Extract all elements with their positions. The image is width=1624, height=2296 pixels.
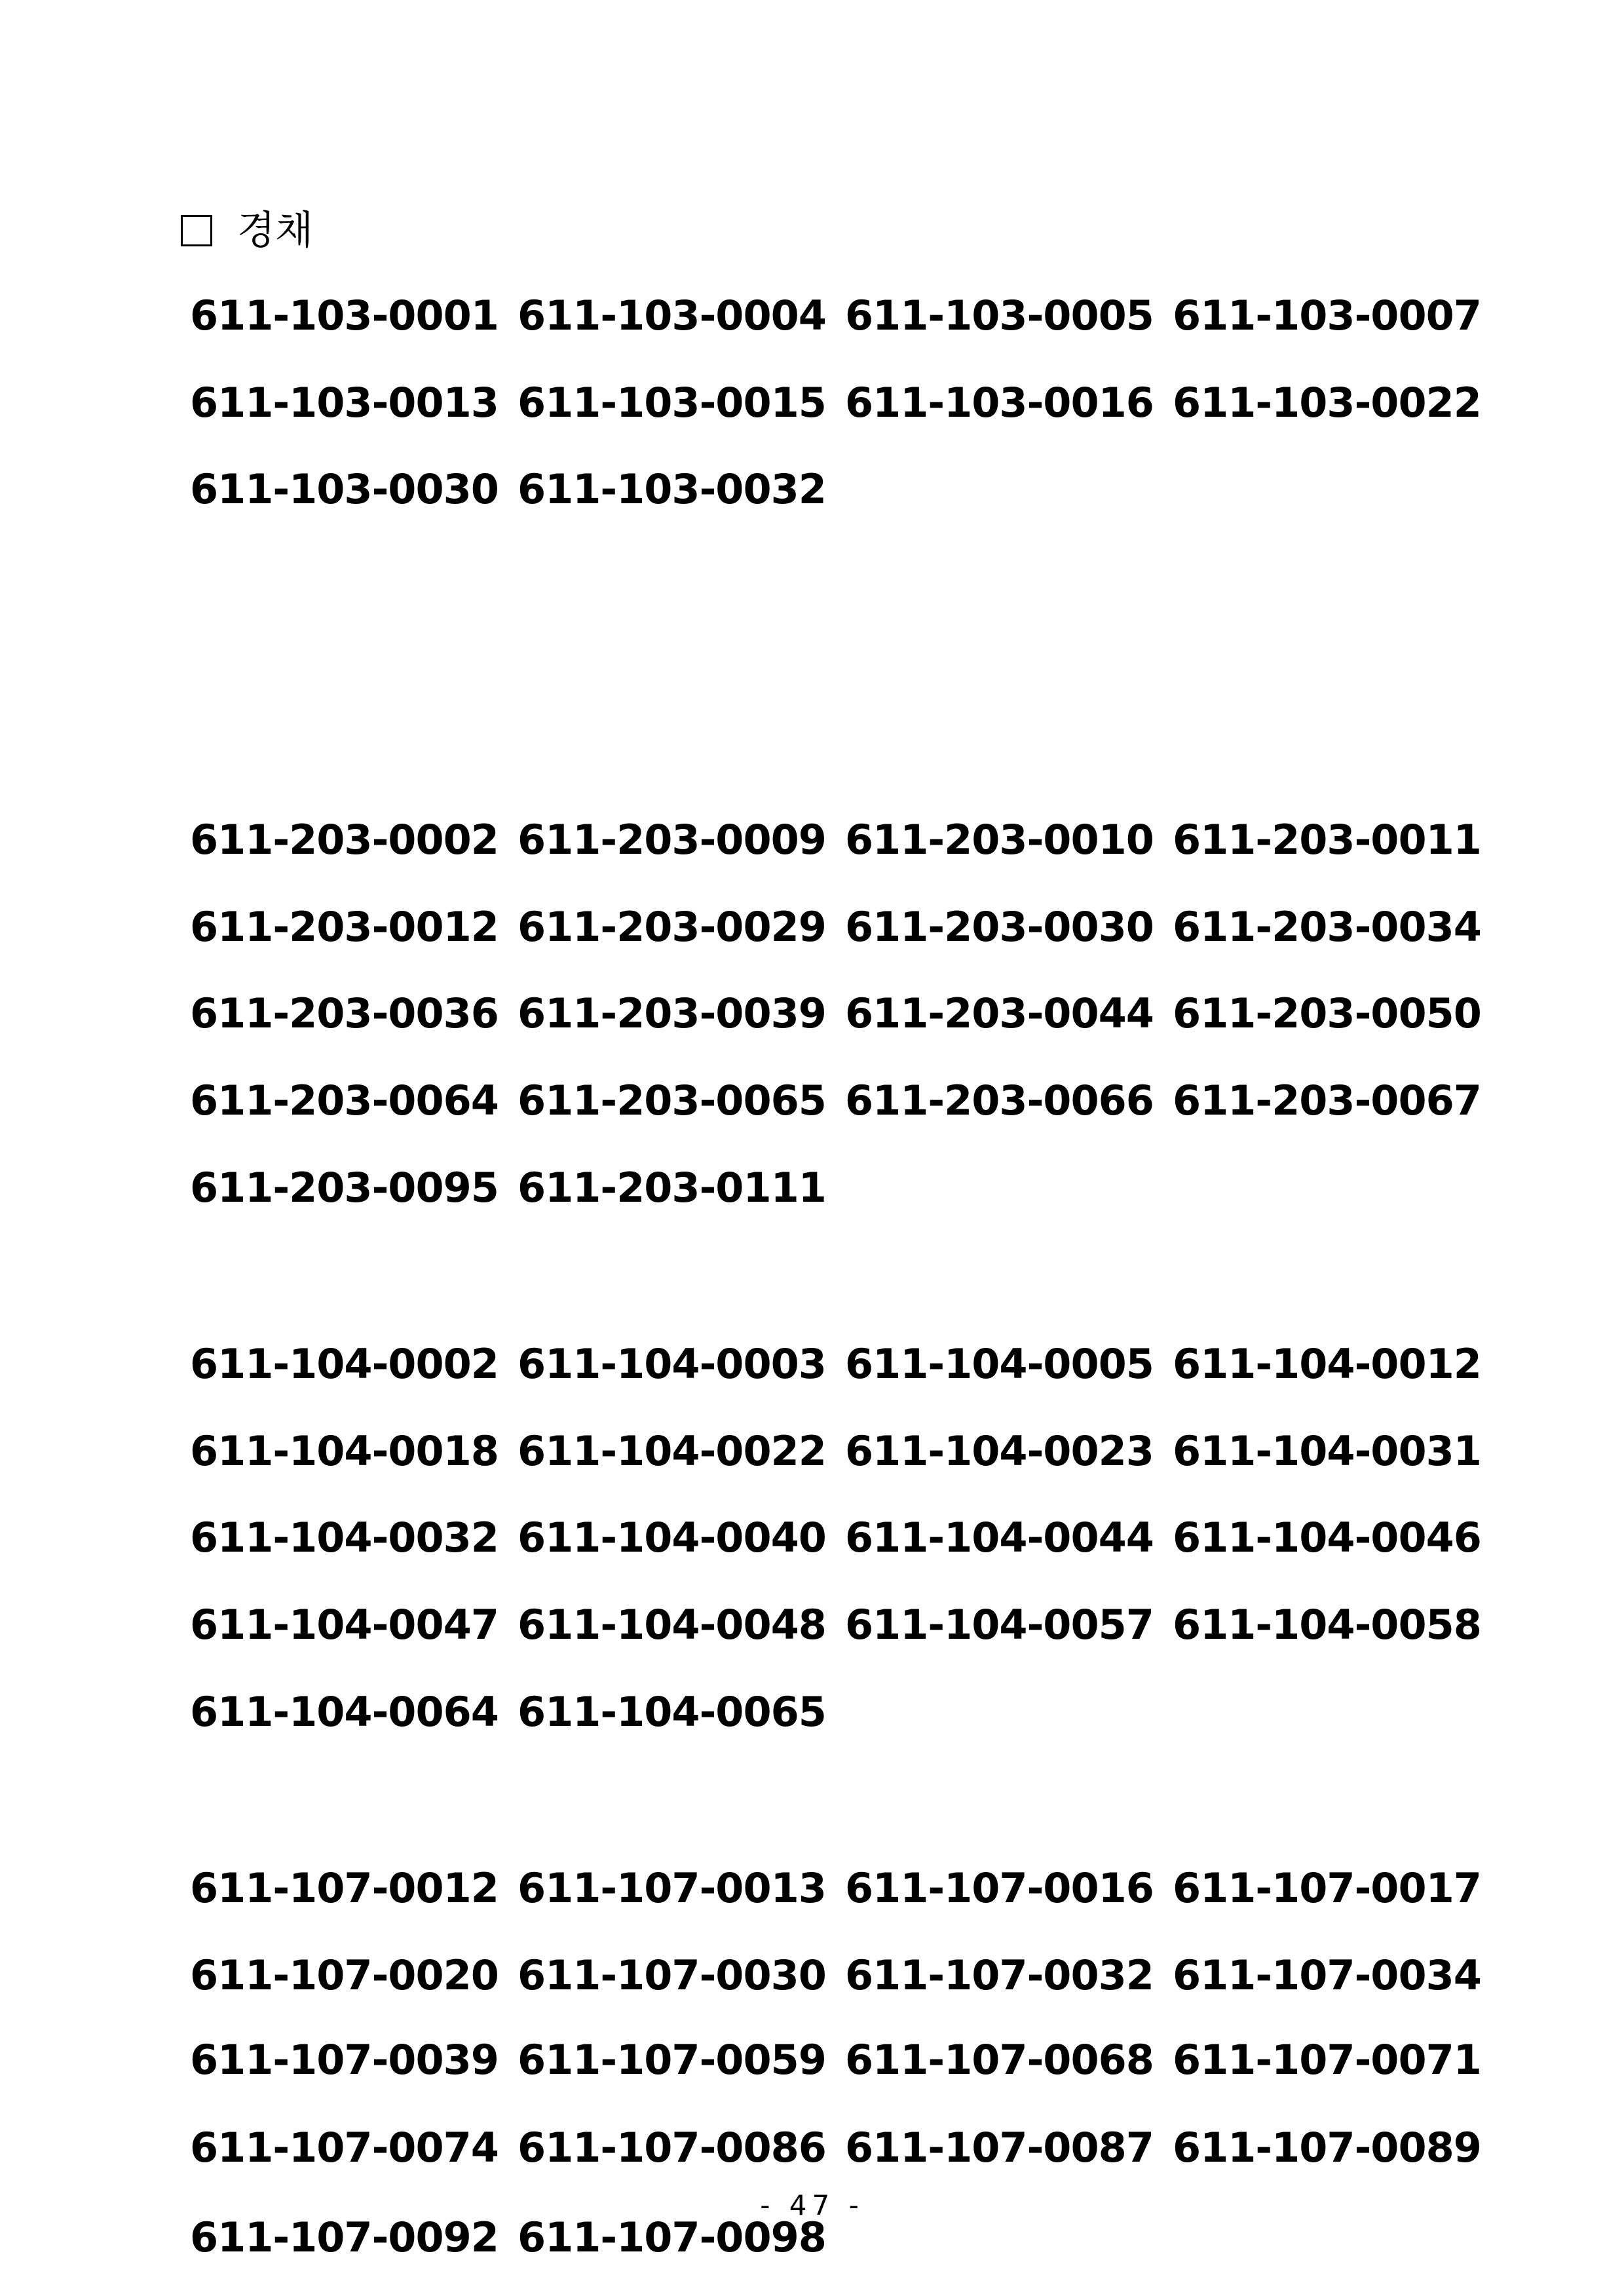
page-number: - 47 - (760, 2189, 864, 2221)
code-item: 611-107-0020 (190, 1951, 499, 1999)
code-item: 611-107-0030 (518, 1951, 826, 1999)
code-item: 611-203-0039 (518, 989, 826, 1037)
code-item: 611-104-0058 (1173, 1601, 1481, 1649)
code-item: 611-104-0040 (518, 1514, 826, 1561)
code-item: 611-104-0047 (190, 1601, 499, 1649)
code-item: 611-203-0034 (1173, 903, 1481, 951)
code-item: 611-107-0012 (190, 1864, 499, 1912)
section-title: 경채 (237, 208, 313, 254)
code-item: 611-104-0031 (1173, 1427, 1481, 1475)
code-item: 611-104-0057 (845, 1601, 1154, 1649)
code-item: 611-107-0098 (518, 2213, 826, 2261)
code-item: 611-107-0068 (845, 2036, 1154, 2084)
code-item: 611-104-0046 (1173, 1514, 1481, 1561)
code-item: 611-203-0009 (518, 816, 826, 864)
code-item: 611-203-0095 (190, 1164, 499, 1212)
code-item: 611-107-0074 (190, 2124, 499, 2172)
code-item: 611-103-0030 (190, 465, 499, 513)
code-item: 611-203-0067 (1173, 1077, 1481, 1124)
code-item: 611-203-0064 (190, 1077, 499, 1124)
checkbox-icon (181, 215, 212, 246)
code-item: 611-203-0044 (845, 989, 1154, 1037)
code-item: 611-107-0092 (190, 2213, 499, 2261)
code-item: 611-107-0039 (190, 2036, 499, 2084)
code-item: 611-103-0015 (518, 379, 826, 427)
code-item: 611-104-0065 (518, 1688, 826, 1736)
code-item: 611-103-0013 (190, 379, 499, 427)
code-item: 611-107-0013 (518, 1864, 826, 1912)
code-item: 611-103-0016 (845, 379, 1154, 427)
code-item: 611-203-0010 (845, 816, 1154, 864)
code-item: 611-107-0016 (845, 1864, 1154, 1912)
code-item: 611-203-0066 (845, 1077, 1154, 1124)
code-item: 611-104-0018 (190, 1427, 499, 1475)
code-item: 611-107-0034 (1173, 1951, 1481, 1999)
section-heading (181, 204, 313, 257)
code-item: 611-104-0048 (518, 1601, 826, 1649)
code-item: 611-107-0089 (1173, 2124, 1481, 2172)
code-item: 611-203-0030 (845, 903, 1154, 951)
code-item: 611-107-0032 (845, 1951, 1154, 1999)
code-item: 611-203-0002 (190, 816, 499, 864)
code-item: 611-107-0017 (1173, 1864, 1481, 1912)
code-item: 611-107-0087 (845, 2124, 1154, 2172)
code-item: 611-104-0044 (845, 1514, 1154, 1561)
code-item: 611-107-0086 (518, 2124, 826, 2172)
code-item: 611-203-0111 (518, 1164, 826, 1212)
code-item: 611-103-0022 (1173, 379, 1481, 427)
code-item: 611-104-0064 (190, 1688, 499, 1736)
code-item: 611-104-0003 (518, 1340, 826, 1388)
code-item: 611-203-0065 (518, 1077, 826, 1124)
code-item: 611-203-0050 (1173, 989, 1481, 1037)
code-item: 611-104-0023 (845, 1427, 1154, 1475)
code-item: 611-203-0012 (190, 903, 499, 951)
code-item: 611-104-0002 (190, 1340, 499, 1388)
code-item: 611-103-0001 (190, 292, 499, 339)
code-item: 611-104-0012 (1173, 1340, 1481, 1388)
code-item: 611-103-0005 (845, 292, 1154, 339)
code-item: 611-103-0032 (518, 465, 826, 513)
code-item: 611-203-0011 (1173, 816, 1481, 864)
code-item: 611-203-0036 (190, 989, 499, 1037)
code-item: 611-104-0022 (518, 1427, 826, 1475)
code-item: 611-104-0032 (190, 1514, 499, 1561)
code-item: 611-103-0004 (518, 292, 826, 339)
code-item: 611-107-0071 (1173, 2036, 1481, 2084)
code-item: 611-103-0007 (1173, 292, 1481, 339)
code-item: 611-104-0005 (845, 1340, 1154, 1388)
code-item: 611-107-0059 (518, 2036, 826, 2084)
code-item: 611-203-0029 (518, 903, 826, 951)
